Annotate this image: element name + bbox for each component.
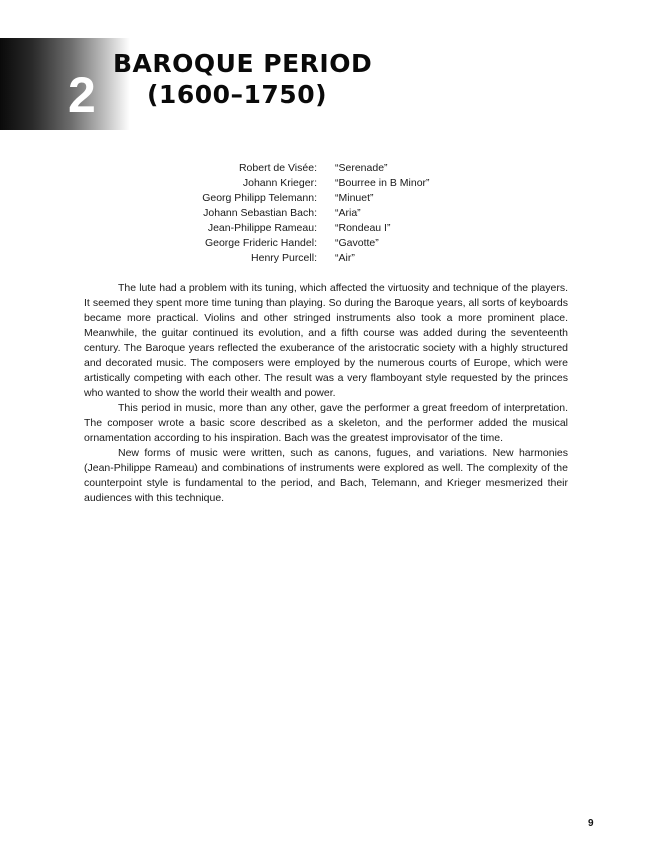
piece-title: “Aria” (335, 207, 361, 219)
paragraph: This period in music, more than any other, gave the performer a great freedom of interpretation. The composer wrote a basic score described as a skeleton, and the performer added the musical ornamentation according to his inspiration. Bach was the greatest improvisator of the time. (84, 402, 568, 444)
piece-composer: Robert de Visée: (238, 162, 317, 174)
piece-composer: Henry Purcell: (251, 252, 317, 264)
piece-list (150, 161, 490, 266)
piece-title: “Air” (335, 252, 355, 264)
chapter-number: 2 (68, 67, 96, 123)
piece-title: “Minuet” (335, 192, 374, 204)
piece-title: “Serenade” (335, 162, 388, 174)
piece-row (150, 176, 490, 191)
piece-composer: Johann Krieger: (242, 177, 317, 189)
chapter-title-line1: BAROQUE PERIOD (113, 49, 373, 78)
piece-row (150, 236, 490, 251)
body-text (84, 281, 568, 506)
piece-row (150, 221, 490, 236)
piece-row (150, 206, 490, 221)
chapter-title-line2: (1600–1750) (147, 80, 328, 109)
piece-row (150, 191, 490, 206)
piece-composer: Jean-Philippe Rameau: (207, 222, 317, 234)
page-number: 9 (588, 818, 594, 829)
paragraph: The lute had a problem with its tuning, which affected the virtuosity and technique of the players. It seemed they spent more time tuning than playing. So during the Baroque years, all sorts of keyboards became more practical. Violins and other stringed instruments also took a more prominent place. Meanwhile, the guitar continued its evolution, and a fifth course was added during the seventeenth century. The Baroque years reflected the exuberance of the aristocratic society with a highly structured and decorated music. The composers were employed by the numerous courts of Europe, which were artistically competing with each other. The result was a very flamboyant style requested by the princes who wanted to show the world their wealth and power. (84, 282, 568, 399)
piece-composer: Johann Sebastian Bach: (203, 207, 317, 219)
piece-composer: George Frideric Handel: (204, 237, 317, 249)
piece-row (150, 251, 490, 266)
chapter-band (0, 38, 130, 130)
piece-title: “Rondeau I” (335, 222, 391, 234)
piece-composer: Georg Philipp Telemann: (202, 192, 317, 204)
piece-title: “Bourree in B Minor” (335, 177, 430, 189)
paragraph: New forms of music were written, such as canons, fugues, and variations. New harmonies (Jean-Philippe Rameau) and combinations of instruments were explored as well. The complexity of the counterpoint style is fundamental to the period, and Bach, Telemann, and Krieger mesmerized their audiences with this technique. (84, 447, 568, 504)
piece-title: “Gavotte” (335, 237, 379, 249)
chapter-title (113, 48, 372, 110)
piece-row (150, 161, 490, 176)
